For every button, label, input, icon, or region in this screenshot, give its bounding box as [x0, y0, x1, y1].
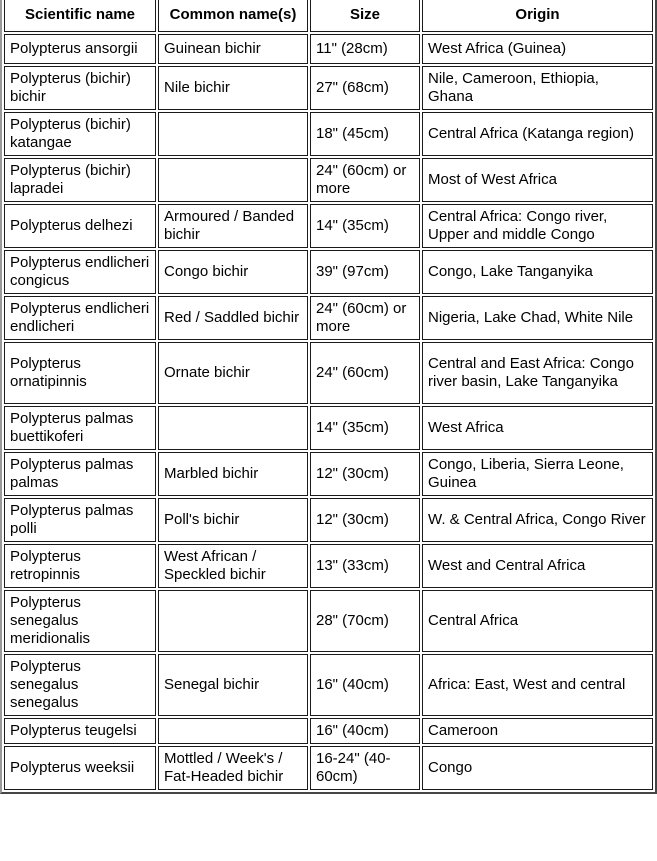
table-row [4, 296, 653, 340]
cell-origin: Nigeria, Lake Chad, White Nile [422, 296, 653, 340]
cell-scientific-name: Polypterus ornatipinnis [4, 342, 156, 404]
header-size: Size [310, 0, 420, 32]
cell-scientific-name: Polypterus ansorgii [4, 34, 156, 64]
cell-common-name [158, 406, 308, 450]
cell-common-name: Marbled bichir [158, 452, 308, 496]
cell-origin: W. & Central Africa, Congo River [422, 498, 653, 542]
table-row [4, 342, 653, 404]
cell-common-name: Poll's bichir [158, 498, 308, 542]
cell-size: 12" (30cm) [310, 498, 420, 542]
table-row [4, 34, 653, 64]
cell-size: 14" (35cm) [310, 406, 420, 450]
table-row [4, 112, 653, 156]
cell-scientific-name: Polypterus endlicheri congicus [4, 250, 156, 294]
table-body [4, 34, 653, 790]
cell-scientific-name: Polypterus senegalus senegalus [4, 654, 156, 716]
cell-scientific-name: Polypterus endlicheri endlicheri [4, 296, 156, 340]
cell-origin: Congo, Liberia, Sierra Leone, Guinea [422, 452, 653, 496]
table-row [4, 250, 653, 294]
table-row [4, 452, 653, 496]
cell-size: 16" (40cm) [310, 654, 420, 716]
cell-size: 11" (28cm) [310, 34, 420, 64]
table-row [4, 590, 653, 652]
cell-size: 14" (35cm) [310, 204, 420, 248]
cell-size: 13" (33cm) [310, 544, 420, 588]
cell-common-name: West African / Speckled bichir [158, 544, 308, 588]
cell-scientific-name: Polypterus palmas buettikoferi [4, 406, 156, 450]
cell-scientific-name: Polypterus retropinnis [4, 544, 156, 588]
cell-origin: Most of West Africa [422, 158, 653, 202]
cell-common-name [158, 718, 308, 744]
table-row [4, 204, 653, 248]
cell-origin: Central Africa (Katanga region) [422, 112, 653, 156]
cell-common-name [158, 590, 308, 652]
cell-size: 24" (60cm) or more [310, 296, 420, 340]
table-row [4, 718, 653, 744]
cell-origin: Nile, Cameroon, Ethiopia, Ghana [422, 66, 653, 110]
table-row [4, 406, 653, 450]
cell-common-name: Congo bichir [158, 250, 308, 294]
cell-scientific-name: Polypterus (bichir) lapradei [4, 158, 156, 202]
cell-scientific-name: Polypterus palmas palmas [4, 452, 156, 496]
cell-origin: Africa: East, West and central [422, 654, 653, 716]
cell-common-name: Nile bichir [158, 66, 308, 110]
header-common-names: Common name(s) [158, 0, 308, 32]
cell-origin: Central Africa: Congo river, Upper and middle Congo [422, 204, 653, 248]
table-row [4, 158, 653, 202]
cell-size: 24" (60cm) [310, 342, 420, 404]
cell-size: 24" (60cm) or more [310, 158, 420, 202]
cell-scientific-name: Polypterus teugelsi [4, 718, 156, 744]
cell-size: 39" (97cm) [310, 250, 420, 294]
cell-origin: Cameroon [422, 718, 653, 744]
cell-size: 28" (70cm) [310, 590, 420, 652]
cell-size: 16-24" (40-60cm) [310, 746, 420, 790]
table-row [4, 66, 653, 110]
cell-common-name [158, 158, 308, 202]
cell-scientific-name: Polypterus (bichir) katangae [4, 112, 156, 156]
cell-origin: Congo [422, 746, 653, 790]
cell-scientific-name: Polypterus palmas polli [4, 498, 156, 542]
cell-size: 12" (30cm) [310, 452, 420, 496]
cell-origin: Congo, Lake Tanganyika [422, 250, 653, 294]
cell-origin: Central Africa [422, 590, 653, 652]
table-row [4, 498, 653, 542]
cell-scientific-name: Polypterus weeksii [4, 746, 156, 790]
table-header-row [4, 0, 653, 32]
cell-origin: West Africa (Guinea) [422, 34, 653, 64]
cell-common-name: Mottled / Week's / Fat-Headed bichir [158, 746, 308, 790]
table-row [4, 746, 653, 790]
header-origin: Origin [422, 0, 653, 32]
cell-size: 16" (40cm) [310, 718, 420, 744]
cell-origin: Central and East Africa: Congo river basin, Lake Tanganyika [422, 342, 653, 404]
table-row [4, 544, 653, 588]
cell-scientific-name: Polypterus senegalus meridionalis [4, 590, 156, 652]
cell-origin: West and Central Africa [422, 544, 653, 588]
cell-size: 18" (45cm) [310, 112, 420, 156]
cell-scientific-name: Polypterus (bichir) bichir [4, 66, 156, 110]
cell-common-name: Guinean bichir [158, 34, 308, 64]
cell-common-name [158, 112, 308, 156]
cell-common-name: Armoured / Banded bichir [158, 204, 308, 248]
header-scientific-name: Scientific name [4, 0, 156, 32]
cell-scientific-name: Polypterus delhezi [4, 204, 156, 248]
cell-origin: West Africa [422, 406, 653, 450]
cell-common-name: Ornate bichir [158, 342, 308, 404]
cell-size: 27" (68cm) [310, 66, 420, 110]
cell-common-name: Senegal bichir [158, 654, 308, 716]
cell-common-name: Red / Saddled bichir [158, 296, 308, 340]
table-row [4, 654, 653, 716]
